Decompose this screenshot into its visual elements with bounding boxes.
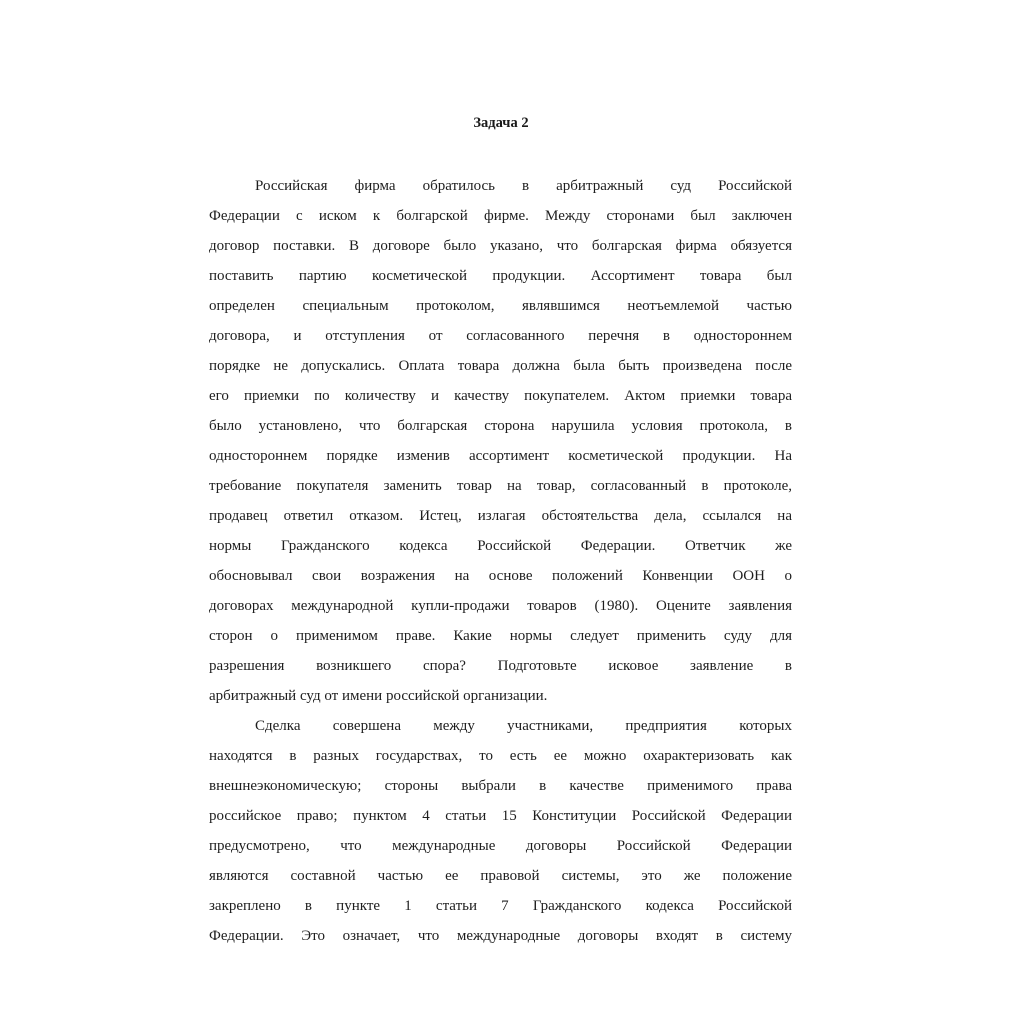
text-line: закреплено в пункте 1 статьи 7 Гражданского кодекса Российской bbox=[209, 898, 792, 914]
text-line: определен специальным протоколом, являвшимся неотъемлемой частью bbox=[209, 298, 792, 314]
text-line: порядке не допускались. Оплата товара должна была быть произведена после bbox=[209, 358, 792, 374]
document-body bbox=[209, 171, 792, 951]
text-line: Федерации с иском к болгарской фирме. Между сторонами был заключен bbox=[209, 208, 792, 224]
text-line: российское право; пунктом 4 статьи 15 Конституции Российской Федерации bbox=[209, 808, 792, 824]
text-line: требование покупателя заменить товар на товар, согласованный в протоколе, bbox=[209, 478, 792, 494]
page-title: Задача 2 bbox=[473, 115, 529, 131]
text-line: арбитражный суд от имени российской организации. bbox=[209, 688, 548, 704]
text-line: предусмотрено, что международные договоры Российской Федерации bbox=[209, 838, 792, 854]
text-line: нормы Гражданского кодекса Российской Федерации. Ответчик же bbox=[209, 538, 792, 554]
text-line: было установлено, что болгарская сторона нарушила условия протокола, в bbox=[209, 418, 792, 434]
text-line: договора, и отступления от согласованного перечня в одностороннем bbox=[209, 328, 792, 344]
text-line: разрешения возникшего спора? Подготовьте исковое заявление в bbox=[209, 658, 792, 674]
text-line: сторон о применимом праве. Какие нормы следует применить суду для bbox=[209, 628, 792, 644]
text-line: Федерации. Это означает, что международные договоры входят в систему bbox=[209, 928, 792, 944]
text-line: Российская фирма обратилось в арбитражный суд Российской bbox=[255, 178, 792, 194]
text-line: находятся в разных государствах, то есть ее можно охарактеризовать как bbox=[209, 748, 792, 764]
text-line: одностороннем порядке изменив ассортимент косметической продукции. На bbox=[209, 448, 792, 464]
text-line: договорах международной купли-продажи товаров (1980). Оцените заявления bbox=[209, 598, 792, 614]
text-line: продавец ответил отказом. Истец, излагая обстоятельства дела, ссылался на bbox=[209, 508, 792, 524]
text-line: его приемки по количеству и качеству покупателем. Актом приемки товара bbox=[209, 388, 792, 404]
text-line: договор поставки. В договоре было указано, что болгарская фирма обязуется bbox=[209, 238, 792, 254]
text-line: являются составной частью ее правовой системы, это же положение bbox=[209, 868, 792, 884]
text-line: Сделка совершена между участниками, предприятия которых bbox=[255, 718, 792, 734]
text-line: поставить партию косметической продукции. Ассортимент товара был bbox=[209, 268, 792, 284]
text-line: внешнеэкономическую; стороны выбрали в качестве применимого права bbox=[209, 778, 792, 794]
text-line: обосновывал свои возражения на основе положений Конвенции ООН о bbox=[209, 568, 792, 584]
